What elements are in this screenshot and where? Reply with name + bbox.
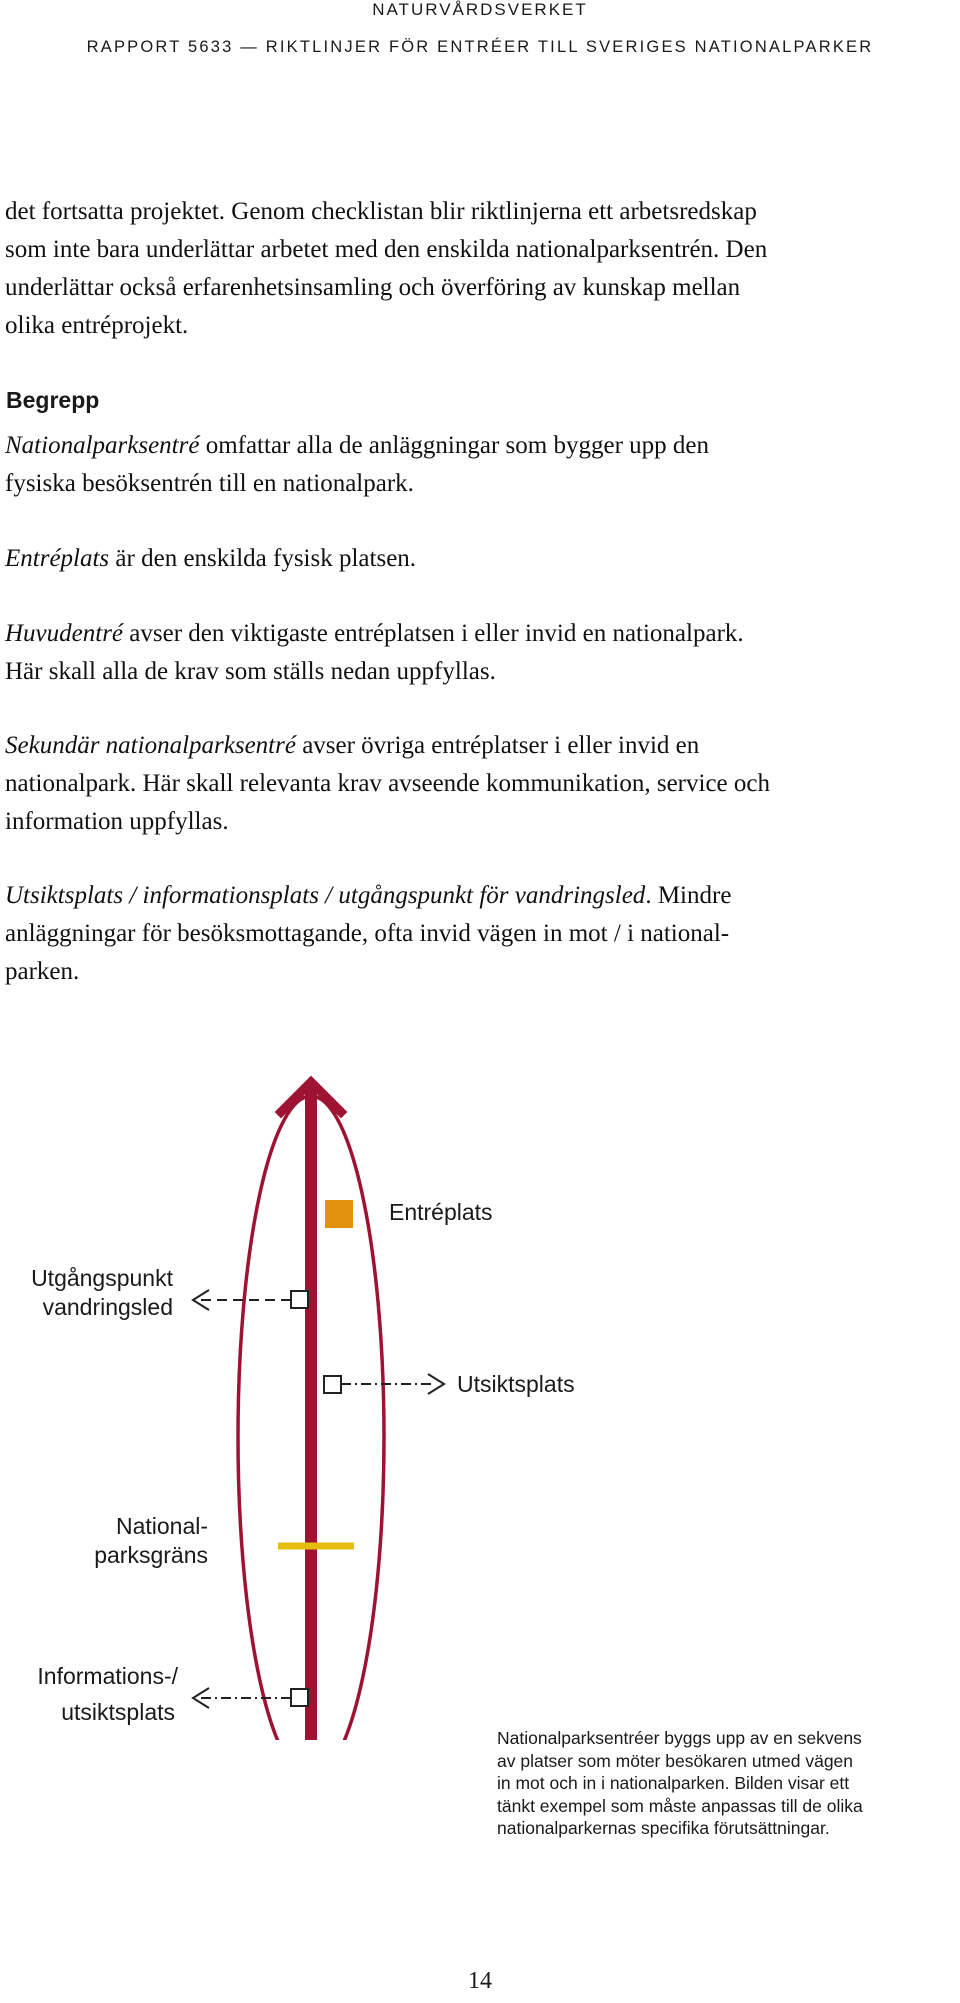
utgangspunkt-label-line1: Utgångspunkt bbox=[31, 1265, 173, 1291]
text: omfattar alla de anläggningar som bygger upp den bbox=[199, 432, 709, 459]
text-line: nationalpark. Här skall relevanta krav avseende kommunikation, service och bbox=[5, 770, 770, 797]
nationalpark-label-line1: National- bbox=[115, 1513, 208, 1539]
entrance-sequence-diagram bbox=[0, 1060, 960, 1740]
caption-line: tänkt exempel som måste anpassas till de olika bbox=[497, 1795, 863, 1816]
utsiktsplats-label: Utsiktsplats bbox=[457, 1371, 575, 1397]
utgangspunkt-marker bbox=[291, 1291, 308, 1308]
definition-sekundar bbox=[5, 727, 955, 841]
text-line: det fortsatta projektet. Genom checklistan blir riktlinjerna ett arbetsredskap bbox=[5, 198, 757, 225]
text-line bbox=[5, 540, 955, 578]
definition-utsiktsplats bbox=[5, 877, 955, 991]
definition-nationalparksentre bbox=[5, 427, 955, 503]
text-line: parken. bbox=[5, 958, 80, 985]
diagram-caption bbox=[497, 1727, 957, 1840]
term: Nationalparksentré bbox=[5, 432, 200, 459]
header-report-title: RAPPORT 5633 — RIKTLINJER FÖR ENTRÉER TILL SVERIGES NATIONALPARKER bbox=[86, 38, 874, 56]
utsiktsplats-marker bbox=[324, 1376, 341, 1393]
text: avser den viktigaste entréplatsen i eller invid en nationalpark. bbox=[123, 620, 744, 647]
text-line: Här skall alla de krav som ställs nedan uppfyllas. bbox=[5, 658, 496, 685]
text: avser övriga entréplatser i eller invid en bbox=[295, 732, 700, 759]
section-heading: Begrepp bbox=[6, 387, 100, 413]
entreplats-marker bbox=[325, 1200, 353, 1228]
intro-paragraph bbox=[5, 193, 955, 345]
text-line bbox=[5, 427, 955, 465]
text-line: anläggningar för besöksmottagande, ofta invid vägen in mot / i national- bbox=[5, 920, 730, 947]
text-line: olika entréprojekt. bbox=[5, 312, 189, 339]
text: är den enskilda fysisk platsen. bbox=[109, 545, 417, 572]
text: . Mindre bbox=[645, 882, 732, 909]
information-label-line2: utsiktsplats bbox=[61, 1699, 175, 1725]
text-line: fysiska besöksentrén till en nationalpark. bbox=[5, 470, 414, 497]
text-line bbox=[5, 877, 955, 915]
text-line bbox=[5, 615, 955, 653]
definition-entreplats bbox=[5, 540, 955, 578]
term: Huvudentré bbox=[5, 620, 124, 647]
text-line: underlättar också erfarenhetsinsamling och överföring av kunskap mellan bbox=[5, 274, 741, 301]
information-label-line1: Informations-/ bbox=[37, 1663, 178, 1689]
text-line bbox=[5, 727, 955, 765]
text-line: som inte bara underlättar arbetet med den enskilda nationalparksentrén. Den bbox=[5, 236, 768, 263]
nationalpark-label-line2: parksgräns bbox=[94, 1542, 208, 1568]
information-marker bbox=[291, 1689, 308, 1706]
entreplats-label: Entréplats bbox=[389, 1199, 493, 1225]
caption-line: nationalparkernas specifika förutsättningar. bbox=[497, 1818, 830, 1838]
term: Utsiktsplats / informationsplats / utgångspunkt för vandringsled bbox=[5, 882, 646, 909]
caption-line: av platser som möter besökaren utmed vägen bbox=[497, 1750, 854, 1771]
text-line: information uppfyllas. bbox=[5, 808, 229, 835]
utgangspunkt-label-line2: vandringsled bbox=[42, 1294, 173, 1320]
definition-huvudentre bbox=[5, 615, 955, 691]
term: Entréplats bbox=[5, 545, 110, 572]
caption-line: Nationalparksentréer byggs upp av en sekvens bbox=[497, 1728, 862, 1748]
caption-line: in mot och in i nationalparken. Bilden visar ett bbox=[497, 1773, 850, 1793]
header-org: NATURVÅRDSVERKET bbox=[372, 0, 588, 19]
page-number: 14 bbox=[468, 1968, 492, 1994]
term: Sekundär nationalparksentré bbox=[5, 732, 296, 759]
